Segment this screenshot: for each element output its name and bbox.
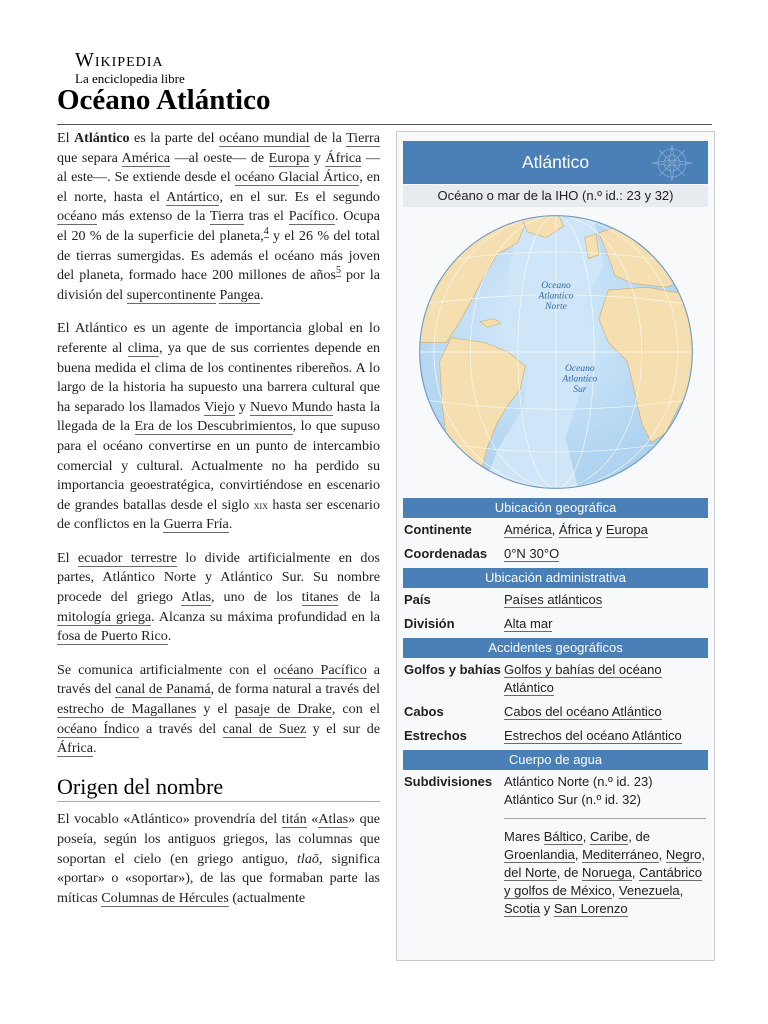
- compass-rose-icon: [642, 143, 702, 183]
- paragraph-intro: El Atlántico es la parte del océano mundial de la Tierra que separa América —al oeste— de Europa y África —al este—. Se extiende desde el océano Glacial Ártico, en el norte, hasta el Antártico, en el sur. Es el segundo océano más extenso de la Tierra tras el Pacífico. Ocupa el 20 % de la superficie del planeta,$^4$ y el 26 % del total de tierras sumergidas. Es además el océano más joven del planeta, formado hace 200 millones de años$^5$ por la división del supercontinente Pangea.: [57, 130, 381, 303]
- link-atlas[interactable]: Atlas: [181, 589, 211, 606]
- infobox-label: División: [404, 616, 455, 631]
- map-label-north-1: Oceano: [540, 280, 571, 291]
- infobox-value: América, África y Europa: [504, 522, 648, 537]
- link-mitologia-griega[interactable]: mitología griega: [57, 608, 152, 625]
- link-fosa-puerto-rico[interactable]: fosa de Puerto Rico: [57, 628, 168, 645]
- link-oceano-pacifico[interactable]: océano Pacífico: [273, 661, 367, 678]
- link-titanes[interactable]: titanes: [301, 589, 339, 606]
- infobox: [396, 131, 715, 961]
- infobox-row-golfos: [403, 658, 708, 700]
- infobox-value: [504, 545, 708, 563]
- link-africa-infobox[interactable]: África: [558, 522, 593, 537]
- subdivision-north: Atlántico Norte (n.º id. 23): [504, 774, 653, 789]
- wikipedia-tagline: La enciclopedia libre: [75, 71, 185, 86]
- infobox-value: [504, 773, 708, 918]
- infobox-section-accidentes-geograficos: Accidentes geográficos: [403, 638, 708, 658]
- infobox-row-pais: [403, 588, 708, 612]
- paragraph-division: El ecuador terrestre lo divide artificialmente en dos partes, Atlántico Norte y Atlántico Sur. Su nombre procede del griego Atlas, uno de los titanes de la mitología griega. Alcanza su máxima profundidad en la fosa de Puerto Rico.: [57, 549, 380, 645]
- bold-term: Atlántico: [73, 130, 130, 146]
- paragraph-connections: Se comunica artificialmente con el océano Pacífico a través del canal de Panamá, de forma natural a través del estrecho de Magallanes y el pasaje de Drake, con el océano Índico a través del canal de Suez y el sur de África.: [57, 661, 381, 757]
- infobox-section-cuerpo-de-agua: Cuerpo de agua: [403, 750, 708, 770]
- link-ecuador-terrestre[interactable]: ecuador terrestre: [77, 549, 177, 566]
- link-negro[interactable]: Negro: [665, 847, 702, 862]
- reference-5[interactable]: 5: [335, 265, 341, 277]
- infobox-label: Cabos: [404, 704, 444, 719]
- infobox-value: [504, 591, 708, 609]
- reference-4[interactable]: 4: [263, 226, 269, 238]
- infobox-label: Golfos y bahías: [404, 662, 501, 677]
- link-tierra[interactable]: Tierra: [346, 130, 380, 146]
- link-titan[interactable]: titán: [281, 811, 307, 828]
- link-groenlandia[interactable]: Groenlandia: [504, 847, 575, 862]
- map-label-north-3: Norte: [544, 301, 567, 312]
- infobox-section-ubicacion-administrativa: Ubicación administrativa: [403, 568, 708, 588]
- title-divider: [57, 124, 712, 125]
- link-oceano-indico[interactable]: océano Índico: [57, 720, 140, 737]
- link-nuevo-mundo[interactable]: Nuevo Mundo: [250, 398, 333, 415]
- paragraph-importance: El Atlántico es un agente de importancia global en lo referente al clima, ya que de sus corrientes depende en buena medida el clima de los continentes ribereños. A lo largo de la historia ha supuesto una barrera cultural que ha separado los llamados Viejo y Nuevo Mundo hasta la llegada de la Era de los Descubrimientos, lo que supuso para el océano convertirse en un punto de intercambio comercial y cultural. Actualmente no ha perdido su importancia geoestratégica, convirtiéndose en escenario de grandes batallas desde el siglo xix hasta ser escenario de conflictos en la Guerra Fría.: [57, 320, 380, 533]
- map-label-south-3: Sur: [572, 384, 586, 395]
- globe-map-image: [413, 209, 699, 495]
- link-clima[interactable]: clima: [127, 339, 160, 356]
- link-atlas-2[interactable]: Atlas: [318, 811, 349, 828]
- link-baltico[interactable]: Báltico: [543, 829, 583, 844]
- atlantic-map[interactable]: [403, 207, 708, 496]
- infobox-label: País: [404, 592, 431, 607]
- link-tierra-2[interactable]: Tierra: [209, 208, 244, 225]
- map-label-north-2: Atlantico: [538, 291, 573, 302]
- infobox-value: [504, 703, 708, 721]
- link-africa-2[interactable]: África: [57, 740, 93, 757]
- link-pacifico[interactable]: Pacífico: [288, 208, 335, 225]
- link-estrechos[interactable]: Estrechos del océano Atlántico: [504, 728, 682, 743]
- link-scotia[interactable]: Scotia: [504, 901, 541, 916]
- link-coordinates[interactable]: 0°N 30°O: [504, 546, 560, 561]
- link-europa-infobox[interactable]: Europa: [605, 522, 648, 537]
- link-alta-mar[interactable]: Alta mar: [504, 616, 553, 631]
- link-supercontinente[interactable]: supercontinente: [126, 286, 216, 303]
- link-viejo-mundo[interactable]: Viejo: [204, 398, 235, 415]
- link-oceano-mundial[interactable]: océano mundial: [219, 130, 310, 146]
- link-america[interactable]: América: [121, 149, 171, 166]
- infobox-value: [504, 727, 708, 745]
- wikipedia-wordmark: Wikipedia: [75, 49, 164, 71]
- link-era-descubrimientos[interactable]: Era de los Descubrimientos: [134, 418, 293, 435]
- infobox-section-ubicacion-geografica: Ubicación geográfica: [403, 498, 708, 518]
- century-numeral: xix: [253, 497, 268, 512]
- link-noruega[interactable]: Noruega: [582, 865, 632, 880]
- section-heading-origen: Origen del nombre: [57, 777, 380, 803]
- infobox-row-division: [403, 612, 708, 636]
- link-pasaje-drake[interactable]: pasaje de Drake: [234, 701, 332, 718]
- link-guerra-fria[interactable]: Guerra Fría: [163, 516, 229, 533]
- link-estrecho-magallanes[interactable]: estrecho de Magallanes: [57, 701, 197, 718]
- page-title: Océano Atlántico: [57, 84, 271, 116]
- link-paises-atlanticos[interactable]: Países atlánticos: [504, 592, 603, 607]
- link-cantabrico-mexico[interactable]: Cantábrico y golfos de México: [504, 865, 703, 898]
- infobox-row-estrechos: [403, 724, 708, 748]
- subdivision-south: Atlántico Sur (n.º id. 32): [504, 792, 641, 807]
- infobox-title: Atlántico: [521, 152, 590, 172]
- infobox-label: Continente: [404, 522, 472, 537]
- infobox-label: Subdivisiones: [404, 774, 493, 789]
- map-label-south-1: Oceano: [564, 363, 595, 374]
- link-pangea[interactable]: Pangea: [219, 286, 261, 303]
- greek-word: tlaō: [296, 850, 319, 867]
- infobox-subtitle: Océano o mar de la IHO (n.º id.: 23 y 32): [403, 185, 708, 207]
- link-oceano[interactable]: océano: [57, 208, 97, 225]
- infobox-label: Estrechos: [404, 728, 467, 743]
- subdivision-divider: [504, 818, 706, 819]
- infobox-row-coordenadas: [403, 542, 708, 566]
- link-del-norte[interactable]: del Norte: [504, 865, 557, 880]
- link-columnas-hercules[interactable]: Columnas de Hércules: [101, 889, 229, 906]
- link-golfos-bahias[interactable]: Golfos y bahías del océano Atlántico: [504, 662, 662, 695]
- link-africa[interactable]: África: [325, 149, 362, 166]
- link-europa[interactable]: Europa: [268, 149, 310, 166]
- link-cabos[interactable]: Cabos del océano Atlántico: [504, 704, 662, 719]
- infobox-value: [504, 615, 708, 633]
- link-canal-panama[interactable]: canal de Panamá: [115, 681, 211, 698]
- infobox-row-subdivisiones: [403, 770, 708, 921]
- seas-list: Mares Báltico, Caribe, de Groenlandia, Mediterráneo, Negro, del Norte, de Noruega, Cantábrico y golfos de México, Venezuela, Scotia y San Lorenzo: [504, 829, 705, 916]
- infobox-row-cabos: [403, 700, 708, 724]
- link-venezuela[interactable]: Venezuela: [618, 883, 680, 898]
- link-san-lorenzo[interactable]: San Lorenzo: [553, 901, 628, 916]
- infobox-value: [504, 661, 708, 697]
- paragraph-etymology: El vocablo «Atlántico» provendría del titán «Atlas» que poseía, según los antiguos griegos, las columnas que soportan el cielo (en griego antiguo, tlaō, significa «portar» o «soportar»), de las que formaban parte las míticas Columnas de Hércules (actualmente: [57, 811, 380, 906]
- link-america-infobox[interactable]: América: [504, 522, 552, 537]
- link-caribe[interactable]: Caribe: [590, 829, 629, 844]
- link-oceano-glacial-artico[interactable]: océano Glacial Ártico: [234, 169, 360, 186]
- infobox-title-bar: [403, 141, 708, 184]
- link-antartico[interactable]: Antártico: [166, 188, 220, 205]
- wikipedia-logo[interactable]: [75, 50, 185, 87]
- map-label-south-2: Atlantico: [561, 374, 597, 385]
- infobox-row-continente: [403, 518, 708, 542]
- link-canal-suez[interactable]: canal de Suez: [222, 720, 307, 737]
- article-body: [57, 129, 380, 922]
- link-mediterraneo[interactable]: Mediterráneo: [582, 847, 659, 862]
- infobox-label: Coordenadas: [404, 546, 488, 561]
